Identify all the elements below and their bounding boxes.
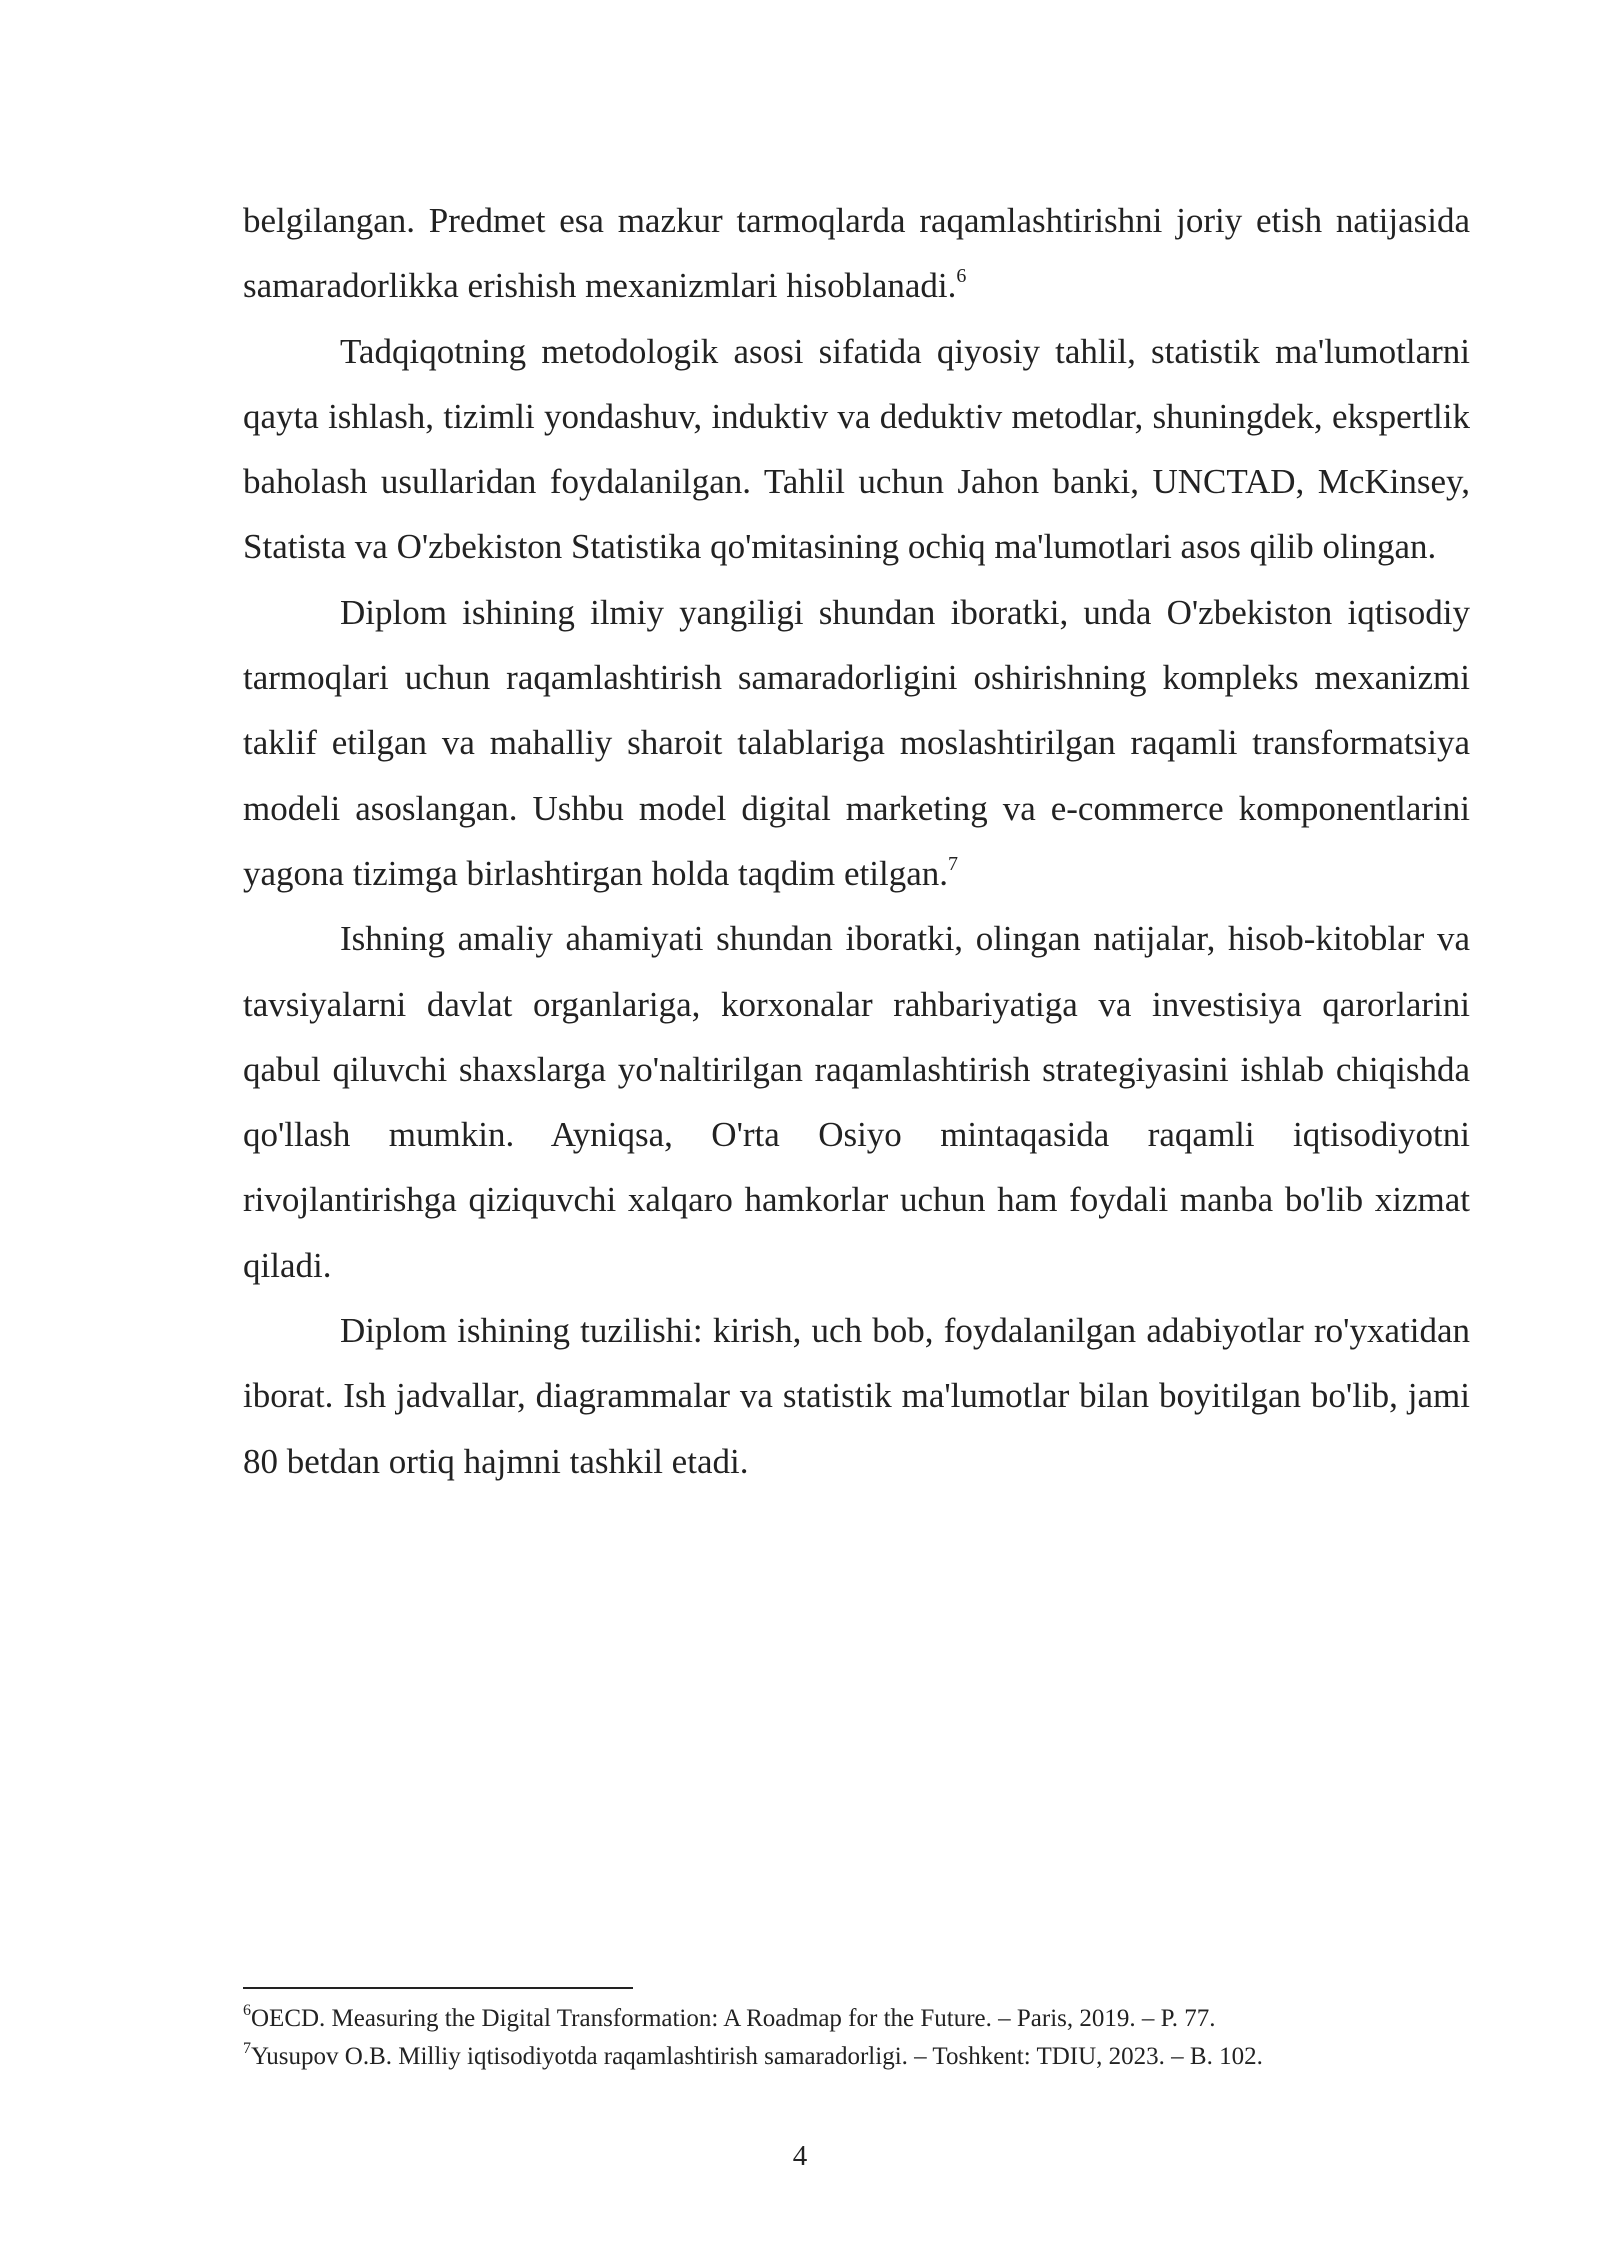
paragraph-text: belgilangan. Predmet esa mazkur tarmoqlarda raqamlashtirishni joriy etish natijasida samaradorlikka erishish mexanizmlari hisoblanadi. (243, 201, 1470, 306)
paragraph-methodology (243, 319, 1470, 580)
footnote-text: Yusupov O.B. Milliy iqtisodiyotda raqamlashtirish samaradorligi. – Toshkent: TDIU, 2023. – B. 102. (251, 2043, 1263, 2070)
paragraph-practical-significance (243, 906, 1470, 1298)
footnote-mark: 7 (243, 2040, 251, 2057)
footnote-item (243, 2000, 1470, 2038)
footnote-mark: 6 (243, 2002, 251, 2019)
paragraph-text: Diplom ishining ilmiy yangiligi shundan iboratki, unda O'zbekiston iqtisodiy tarmoqlari uchun raqamlashtirish samaradorligini oshirishning kompleks mexanizmi taklif etilgan va mahalliy sharoit talablariga moslashtirilgan raqamli transformatsiya modeli asoslangan. Ushbu model digital marketing va e-commerce komponentlarini yagona tizimga birlashtirgan holda taqdim etilgan. (243, 592, 1470, 893)
paragraph-text: Tadqiqotning metodologik asosi sifatida qiyosiy tahlil, statistik ma'lumotlarni qayta ishlash, tizimli yondashuv, induktiv va deduktiv metodlar, shuningdek, ekspertlik baholash usullaridan foydalanilgan. Tahlil uchun Jahon banki, UNCTAD, McKinsey, Statista va O'zbekiston Statistika qo'mitasining ochiq ma'lumotlari asos qilib olingan. (243, 331, 1470, 567)
page-number: 4 (792, 2140, 808, 2172)
footnote-reference: 7 (948, 852, 959, 875)
footnote-separator (243, 1987, 633, 1989)
paragraph-text: Diplom ishining tuzilishi: kirish, uch bob, foydalanilgan adabiyotlar ro'yxatidan iborat. Ish jadvallar, diagrammalar va statistik ma'lumotlar bilan boyitilgan bo'lib, jami 80 betdan ortiq hajmni tashkil etadi. (243, 1311, 1470, 1481)
paragraph-structure (243, 1298, 1470, 1494)
footnote-reference: 6 (956, 265, 967, 288)
footnotes (243, 2000, 1470, 2076)
body-text (243, 188, 1470, 1494)
paragraph-scientific-novelty (243, 580, 1470, 906)
paragraph-text: Ishning amaliy ahamiyati shundan iboratki, olingan natijalar, hisob-kitoblar va tavsiyalarni davlat organlariga, korxonalar rahbariyatiga va investisiya qarorlarini qabul qiluvchi shaxslarga yo'naltirilgan raqamlashtirish strategiyasini ishlab chiqishda qo'llash mumkin. Ayniqsa, O'rta Osiyo mintaqasida raqamli iqtisodiyotni rivojlantirishga qiziquvchi xalqaro hamkorlar uchun ham foydali manba bo'lib xizmat qiladi. (243, 919, 1470, 1285)
paragraph-subject-continuation (243, 188, 1470, 319)
footnote-item (243, 2038, 1470, 2076)
footnote-text: OECD. Measuring the Digital Transformation: A Roadmap for the Future. – Paris, 2019. – P. 77. (251, 2005, 1216, 2032)
